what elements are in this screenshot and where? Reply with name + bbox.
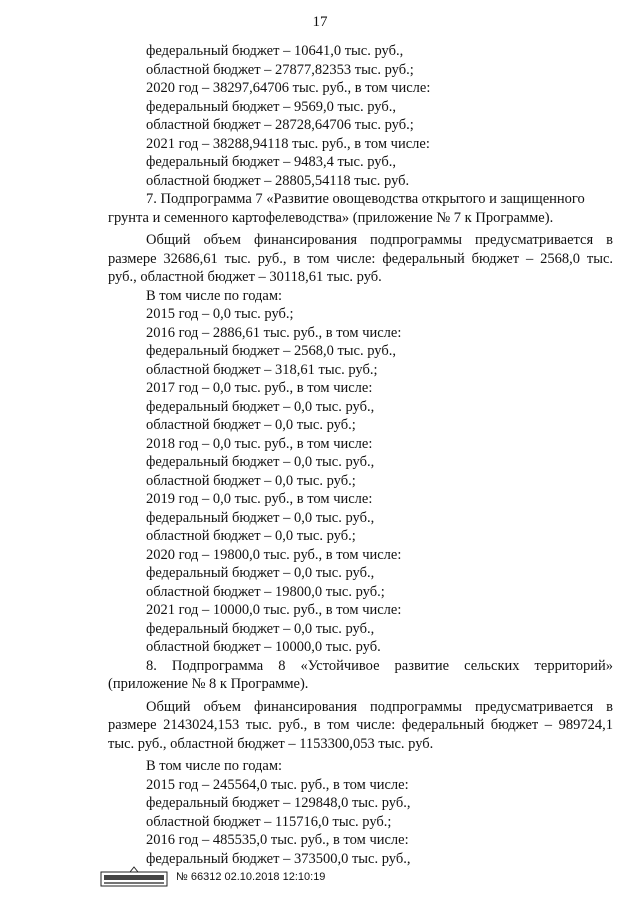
text-line: областной бюджет – 28728,64706 тыс. руб.; — [146, 117, 414, 133]
year-line: 2016 год – 2886,61 тыс. руб., в том числе: — [146, 324, 402, 341]
year-line: федеральный бюджет – 129848,0 тыс. руб., — [146, 795, 411, 811]
year-line: 2015 год – 245564,0 тыс. руб., в том числе: — [146, 776, 409, 793]
year-line: федеральный бюджет – 0,0 тыс. руб., — [146, 620, 375, 637]
year-line: областной бюджет – 115716,0 тыс. руб.; — [146, 813, 392, 830]
year-line: федеральный бюджет – 0,0 тыс. руб., — [146, 398, 375, 415]
page-number: 17 — [312, 14, 328, 30]
subprogram-7-heading: 7. Подпрограмма 7 «Развитие овощеводства открытого и защищенного — [146, 191, 585, 207]
years-intro: В том числе по годам: — [146, 758, 283, 774]
subprogram-7-funding-cont: размере 32686,61 тыс. руб., в том числе: федеральный бюджет – 2568,0 тыс. — [108, 250, 613, 267]
subprogram-8-funding: Общий объем финансирования подпрограммы предусматривается в — [146, 698, 613, 715]
year-line: 2021 год – 10000,0 тыс. руб., в том числе: — [146, 602, 402, 618]
subprogram-8-heading: 8. Подпрограмма 8 «Устойчивое развитие сельских территорий» — [146, 657, 613, 674]
subprogram-8-funding-cont: тыс. руб., областной бюджет – 1153300,053 тыс. руб. — [108, 735, 434, 752]
text-line: 2021 год – 38288,94118 тыс. руб., в том числе: — [146, 135, 430, 152]
text-line: областной бюджет – 27877,82353 тыс. руб.; — [146, 61, 414, 78]
year-line: 2018 год – 0,0 тыс. руб., в том числе: — [146, 435, 373, 452]
year-line: областной бюджет – 10000,0 тыс. руб. — [146, 639, 381, 655]
year-line: 2016 год – 485535,0 тыс. руб., в том числе: — [146, 832, 409, 848]
year-line: областной бюджет – 0,0 тыс. руб.; — [146, 528, 356, 544]
year-line: областной бюджет – 19800,0 тыс. руб.; — [146, 583, 385, 600]
subprogram-7-heading-cont: грунта и семенного картофелеводства» (приложение № 7 к Программе). — [108, 209, 554, 226]
registration-stamp-icon — [100, 866, 168, 888]
year-line: 2019 год – 0,0 тыс. руб., в том числе: — [146, 491, 373, 507]
text-line: федеральный бюджет – 9569,0 тыс. руб., — [146, 98, 396, 115]
text-line: федеральный бюджет – 9483,4 тыс. руб., — [146, 154, 396, 170]
document-registration-info: № 66312 02.10.2018 12:10:19 — [176, 871, 326, 883]
subprogram-7-funding: Общий объем финансирования подпрограммы предусматривается в — [146, 232, 613, 248]
year-line: федеральный бюджет – 2568,0 тыс. руб., — [146, 343, 396, 359]
subprogram-8-funding-cont: размере 2143024,153 тыс. руб., в том числе: федеральный бюджет – 989724,1 — [108, 717, 613, 733]
years-intro: В том числе по годам: — [146, 287, 283, 304]
year-line: областной бюджет – 0,0 тыс. руб.; — [146, 472, 356, 489]
text-line: областной бюджет – 28805,54118 тыс. руб. — [146, 172, 410, 189]
subprogram-7-years-list — [108, 305, 613, 657]
year-line: 2017 год – 0,0 тыс. руб., в том числе: — [146, 380, 373, 396]
year-line: 2015 год – 0,0 тыс. руб.; — [146, 306, 294, 322]
text-line: федеральный бюджет – 10641,0 тыс. руб., — [146, 43, 404, 59]
year-line: федеральный бюджет – 0,0 тыс. руб., — [146, 509, 375, 526]
subprogram-8-years-list — [108, 776, 613, 869]
document-body — [108, 42, 613, 868]
year-line: федеральный бюджет – 373500,0 тыс. руб., — [146, 850, 411, 867]
text-line: 2020 год – 38297,64706 тыс. руб., в том числе: — [146, 80, 431, 96]
year-line: областной бюджет – 318,61 тыс. руб.; — [146, 361, 378, 378]
year-line: 2020 год – 19800,0 тыс. руб., в том числе: — [146, 546, 402, 563]
document-footer — [100, 866, 325, 888]
year-line: федеральный бюджет – 0,0 тыс. руб., — [146, 454, 375, 470]
subprogram-8-heading-cont: (приложение № 8 к Программе). — [108, 676, 309, 692]
subprogram-7-funding-cont: руб., областной бюджет – 30118,61 тыс. руб. — [108, 269, 382, 285]
year-line: областной бюджет – 0,0 тыс. руб.; — [146, 417, 356, 433]
year-line: федеральный бюджет – 0,0 тыс. руб., — [146, 565, 375, 581]
